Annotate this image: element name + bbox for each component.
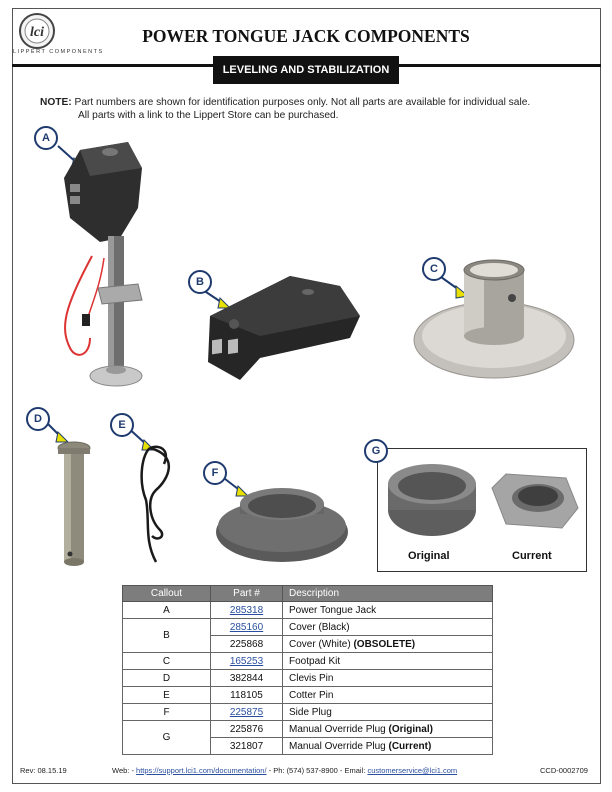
parts-table — [122, 585, 493, 755]
note-line-2: All parts with a link to the Lippert Store can be purchased. — [78, 110, 339, 121]
current-label: Current — [512, 550, 552, 562]
header-description: Description — [283, 586, 493, 602]
footer-phone: - Ph: (574) 537-8900 - Email: — [268, 766, 366, 775]
part-number-cell[interactable] — [211, 653, 283, 670]
callout-cell: C — [123, 653, 211, 670]
override-plug-original-image — [386, 460, 478, 540]
part-number-cell: 118105 — [211, 687, 283, 704]
table-row — [123, 670, 493, 687]
callout-cell: G — [123, 721, 211, 755]
power-tongue-jack-image — [50, 138, 160, 393]
callout-cell: A — [123, 602, 211, 619]
footer-contact — [112, 766, 457, 775]
description-text: Manual Override Plug — [289, 740, 386, 752]
page-subtitle: LEVELING AND STABILIZATION — [213, 56, 399, 84]
part-number-link[interactable]: 165253 — [229, 655, 264, 667]
description-cell — [283, 687, 493, 704]
callout-a: A — [34, 126, 58, 150]
description-text: Cover (Black) — [289, 621, 350, 633]
note-line-1: Part numbers are shown for identification purposes only. Not all parts are available for individual sale. — [74, 97, 531, 108]
header-callout: Callout — [123, 586, 211, 602]
description-cell — [283, 738, 493, 755]
table-row — [123, 619, 493, 636]
description-status: (OBSOLETE) — [353, 638, 416, 650]
part-number-link[interactable]: 285318 — [229, 604, 264, 616]
original-label: Original — [408, 550, 450, 562]
table-row — [123, 704, 493, 721]
description-cell — [283, 619, 493, 636]
logo-text: LIPPERT COMPONENTS — [13, 49, 104, 55]
override-plug-current-image — [486, 468, 582, 538]
description-cell — [283, 704, 493, 721]
footer-web-link[interactable]: https://support.lci1.com/documentation/ — [136, 766, 267, 775]
part-number-cell: 225876 — [211, 721, 283, 738]
note-label: NOTE: — [40, 97, 72, 108]
callout-d: D — [26, 407, 50, 431]
callout-cell: D — [123, 670, 211, 687]
part-number-link[interactable]: 225875 — [229, 706, 264, 718]
description-cell — [283, 636, 493, 653]
callout-g: G — [364, 439, 388, 463]
part-number-cell: 382844 — [211, 670, 283, 687]
page-title: POWER TONGUE JACK COMPONENTS — [142, 26, 470, 46]
callout-e: E — [110, 413, 134, 437]
part-number-cell: 225868 — [211, 636, 283, 653]
table-row — [123, 687, 493, 704]
part-number-cell[interactable] — [211, 704, 283, 721]
description-text: Footpad Kit — [289, 655, 341, 667]
description-cell — [283, 602, 493, 619]
description-cell — [283, 653, 493, 670]
callout-cell: E — [123, 687, 211, 704]
clevis-pin-image — [38, 412, 98, 572]
description-text: Cover (White) — [289, 638, 351, 650]
callout-c: C — [422, 257, 446, 281]
description-cell — [283, 721, 493, 738]
table-header-row — [123, 586, 493, 602]
callout-f: F — [203, 461, 227, 485]
part-number-cell[interactable] — [211, 602, 283, 619]
footer-email-link[interactable]: customerservice@lci1.com — [367, 766, 458, 775]
description-text: Side Plug — [289, 706, 332, 718]
description-text: Clevis Pin — [289, 672, 334, 684]
footer-doc-id: CCD-0002709 — [540, 766, 588, 775]
description-cell — [283, 670, 493, 687]
table-row — [123, 602, 493, 619]
description-status: (Original) — [388, 723, 433, 735]
cotter-pin-image — [120, 420, 184, 570]
table-row — [123, 721, 493, 738]
description-text: Cotter Pin — [289, 689, 334, 701]
description-text: Power Tongue Jack — [289, 604, 377, 616]
description-text: Manual Override Plug — [289, 723, 386, 735]
header-part-number: Part # — [211, 586, 283, 602]
svg-text:lci: lci — [30, 25, 44, 40]
side-plug-image — [212, 470, 350, 570]
footer-web-label: Web: - — [112, 766, 134, 775]
part-number-cell: 321807 — [211, 738, 283, 755]
table-row — [123, 653, 493, 670]
part-number-cell[interactable] — [211, 619, 283, 636]
footer-rev: Rev: 08.15.19 — [20, 766, 67, 775]
description-status: (Current) — [388, 740, 432, 752]
callout-cell: F — [123, 704, 211, 721]
cover-image — [200, 276, 365, 386]
note — [40, 96, 580, 122]
callout-cell: B — [123, 619, 211, 653]
callout-b: B — [188, 270, 212, 294]
part-number-link[interactable]: 285160 — [229, 621, 264, 633]
